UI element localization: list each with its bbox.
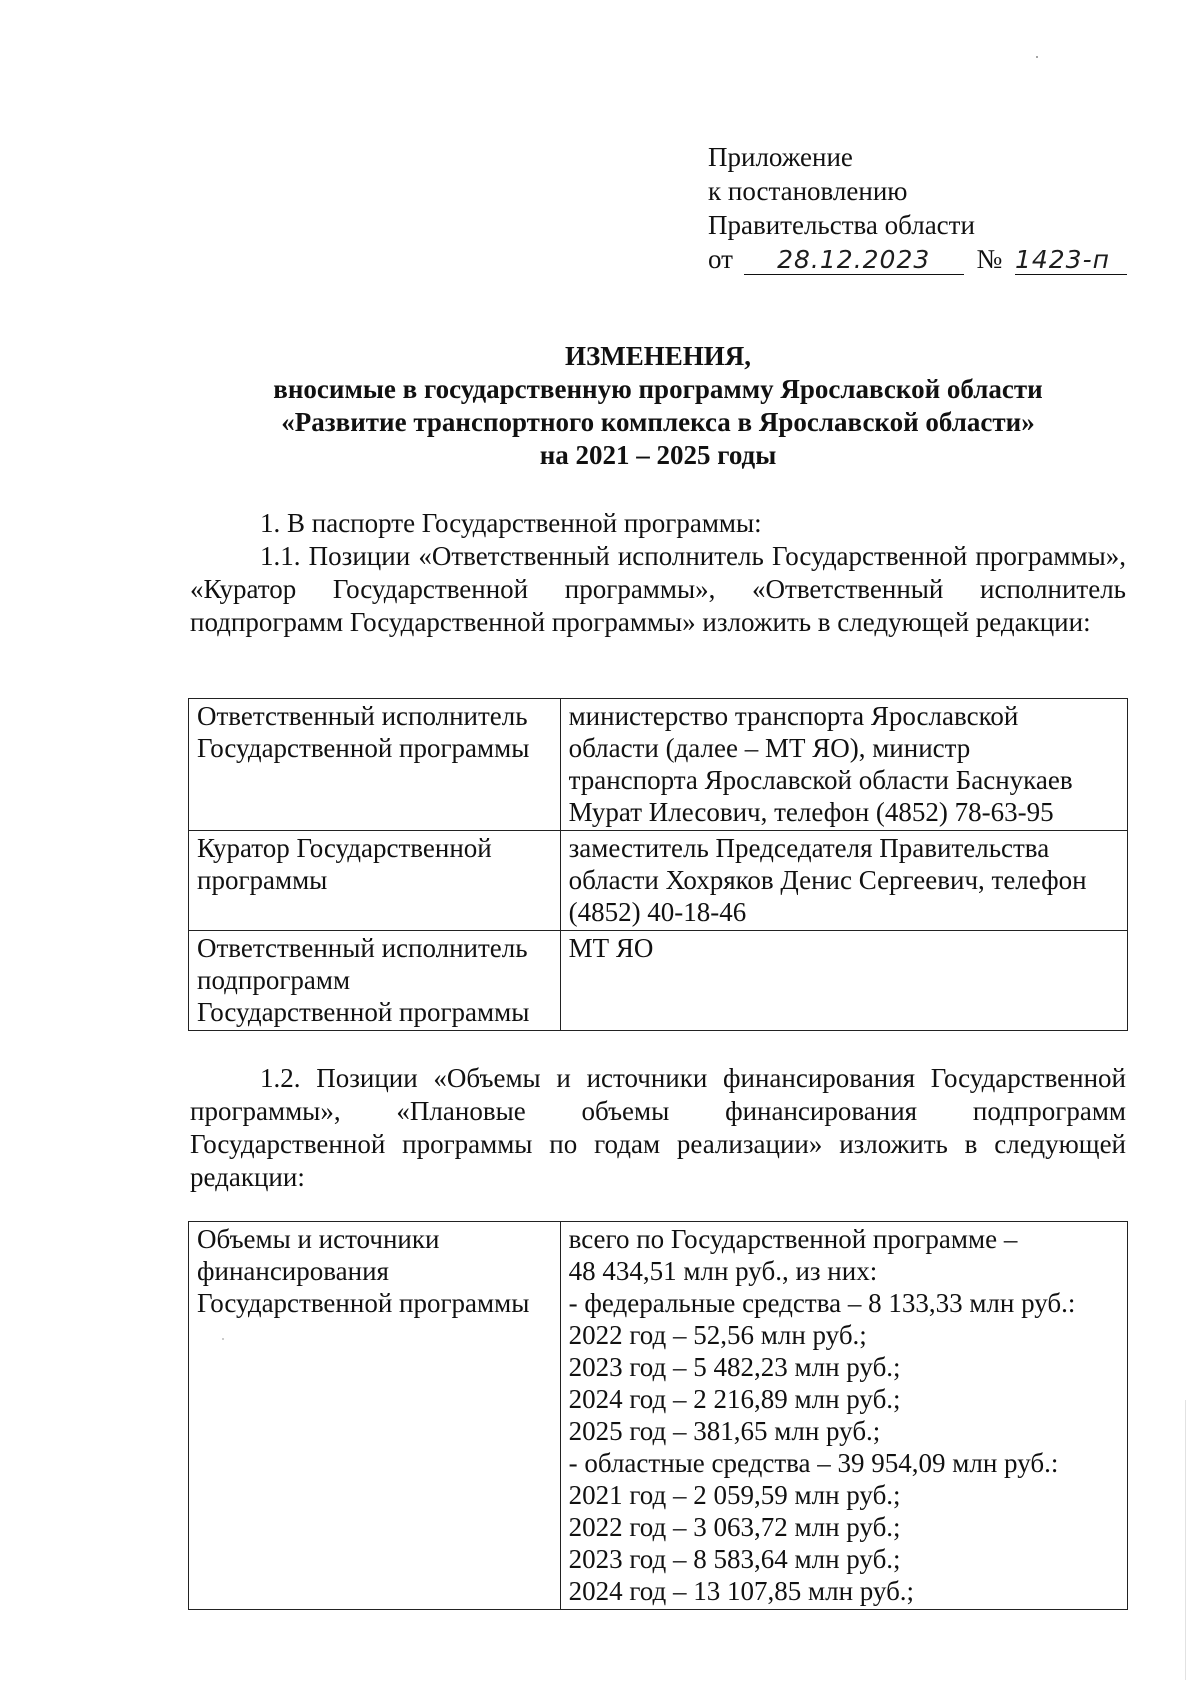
section-1 [190, 507, 1126, 639]
table-cell-label [189, 931, 561, 1031]
table-row [189, 931, 1128, 1031]
cell-text: министерство транспорта Ярославской [568, 701, 1019, 731]
table-row [189, 1222, 1128, 1610]
cell-text: Мурат Илесович, телефон (4852) 78-63-95 [568, 797, 1054, 827]
cell-text: 2024 год – 2 216,89 млн руб.; [568, 1384, 901, 1414]
title-line-2: вносимые в государственную программу Ярославской области [273, 374, 1043, 404]
appendix-line-2: к постановлению [708, 176, 908, 206]
section-1-2 [190, 1062, 1126, 1194]
appendix-block [708, 140, 1127, 276]
table-cell-label [189, 1222, 561, 1610]
paragraph-1-2: 1.2. Позиции «Объемы и источники финансирования Государственной программы», «Плановые объемы финансирования подпрограмм Государственной программы по годам реализации» изложить в следующей редакции: [190, 1063, 1126, 1192]
table-row [189, 831, 1128, 931]
cell-text: 2025 год – 381,65 млн руб.; [568, 1416, 881, 1446]
cell-text: 2024 год – 13 107,85 млн руб.; [568, 1576, 915, 1606]
cell-text: - областные средства – 39 954,09 млн руб.: [568, 1448, 1059, 1478]
document-title [188, 340, 1128, 472]
scan-edge-shadow [1185, 1400, 1186, 1680]
cell-text: области Хохряков Денис Сергеевич, телефон [568, 865, 1087, 895]
scan-speck [1036, 56, 1038, 58]
cell-text: 2022 год – 3 063,72 млн руб.; [568, 1512, 901, 1542]
cell-text: заместитель Председателя Правительства [568, 833, 1050, 863]
cell-text: Ответственный исполнитель [197, 933, 528, 963]
cell-text: Объемы и источники [197, 1224, 440, 1254]
cell-text: (4852) 40-18-46 [568, 897, 747, 927]
cell-text: 2023 год – 5 482,23 млн руб.; [568, 1352, 901, 1382]
table-financing [188, 1221, 1128, 1610]
appendix-line-1: Приложение [708, 142, 853, 172]
cell-text: области (далее – МТ ЯО), министр [568, 733, 971, 763]
table-cell-value [560, 931, 1127, 1031]
cell-text: программы [197, 865, 328, 895]
table-cell-label [189, 831, 561, 931]
cell-text: 2022 год – 52,56 млн руб.; [568, 1320, 867, 1350]
cell-text: Куратор Государственной [197, 833, 492, 863]
cell-text: Ответственный исполнитель [197, 701, 528, 731]
cell-text: транспорта Ярославской области Баснукаев [568, 765, 1073, 795]
title-line-4: на 2021 – 2025 годы [539, 440, 777, 470]
appendix-line-3: Правительства области [708, 210, 975, 240]
table-responsible [188, 698, 1128, 1031]
scan-speck [222, 1338, 224, 1340]
cell-text: МТ ЯО [568, 933, 654, 963]
cell-text: подпрограмм [197, 965, 351, 995]
date-prefix: от [708, 244, 733, 274]
section-1-heading: 1. В паспорте Государственной программы: [260, 508, 762, 538]
table-cell-value [560, 699, 1127, 831]
appendix-date-line [708, 242, 1127, 276]
paragraph-1-1: 1.1. Позиции «Ответственный исполнитель Государственной программы», «Куратор Государственной программы», «Ответственный исполнитель подпрограмм Государственной программы» изложить в следующей редакции: [190, 541, 1126, 637]
cell-text: финансирования [197, 1256, 389, 1286]
handwritten-number: 1423-п [1015, 246, 1127, 275]
cell-text: - федеральные средства – 8 133,33 млн руб.: [568, 1288, 1076, 1318]
cell-text: 2023 год – 8 583,64 млн руб.; [568, 1544, 901, 1574]
table-row [189, 699, 1128, 831]
handwritten-date: 28.12.2023 [744, 246, 964, 275]
table-cell-label [189, 699, 561, 831]
cell-text: Государственной программы [197, 1288, 530, 1318]
cell-text: 48 434,51 млн руб., из них: [568, 1256, 878, 1286]
number-prefix: № [976, 244, 1003, 274]
title-line-1: ИЗМЕНЕНИЯ, [564, 341, 751, 371]
cell-text: Государственной программы [197, 733, 530, 763]
title-line-3: «Развитие транспортного комплекса в Ярославской области» [281, 407, 1035, 437]
table-cell-value [560, 831, 1127, 931]
cell-text: Государственной программы [197, 997, 530, 1027]
table-cell-value [560, 1222, 1127, 1610]
cell-text: 2021 год – 2 059,59 млн руб.; [568, 1480, 901, 1510]
cell-text: всего по Государственной программе – [568, 1224, 1018, 1254]
